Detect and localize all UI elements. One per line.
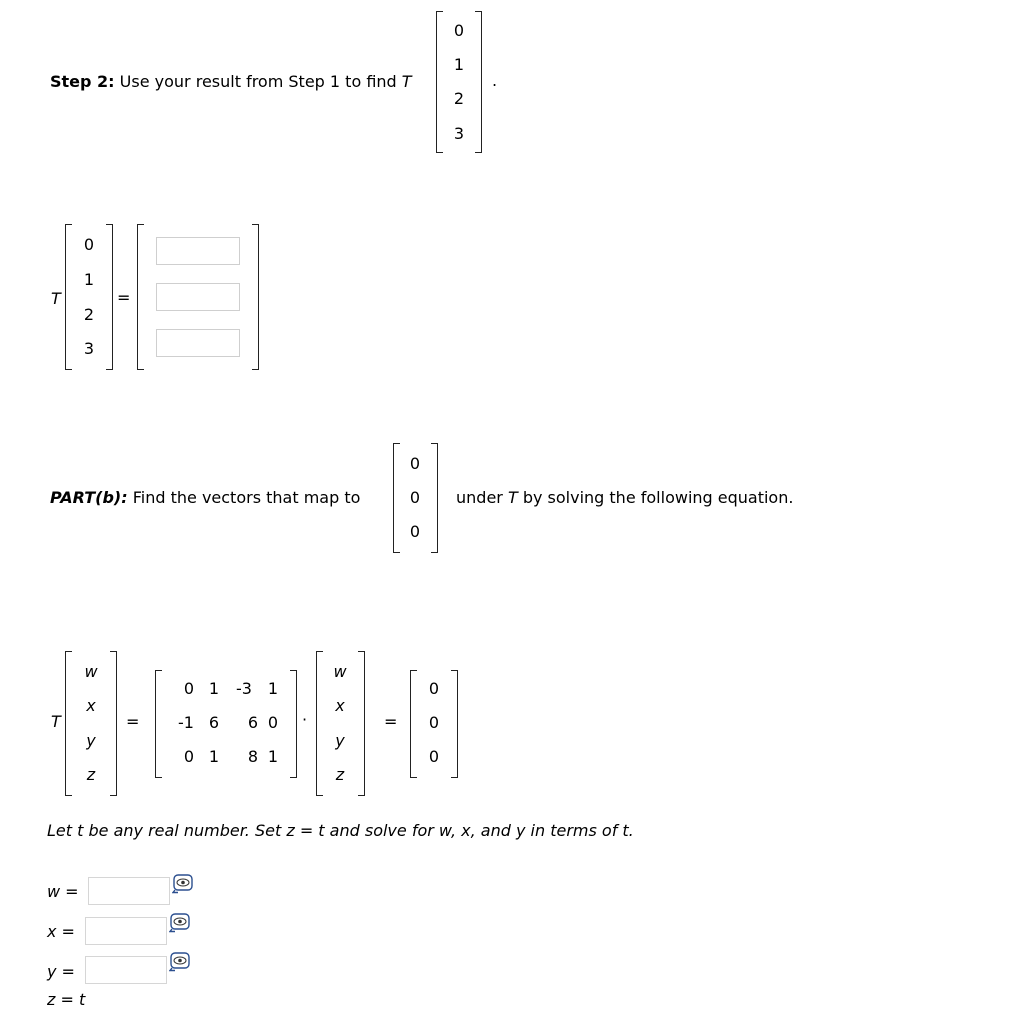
matrix-cell: -1 — [178, 713, 194, 732]
eq2-var: w — [84, 662, 98, 681]
step2-text — [50, 73, 412, 91]
w-label: w = — [47, 882, 79, 901]
eq2-var: x — [335, 696, 345, 715]
eq2-var: y — [335, 731, 345, 750]
eq1-T: T — [51, 289, 61, 308]
matrix-cell: 1 — [208, 679, 220, 698]
eq1-vector-entry: 1 — [83, 270, 95, 289]
eq2-var: z — [335, 765, 345, 784]
x-label: x = — [47, 922, 75, 941]
eye-hint-icon[interactable] — [169, 952, 191, 972]
answer-input-2[interactable] — [156, 283, 240, 311]
matrix-cell: 6 — [247, 713, 259, 732]
matrix-cell: 8 — [247, 747, 259, 766]
y-input[interactable] — [85, 956, 167, 984]
matrix-cell: 1 — [208, 747, 220, 766]
eq1-vector-entry: 2 — [83, 305, 95, 324]
eq2-equals-2: = — [384, 712, 398, 731]
instruction-text: Let t be any real number. Set z = t and solve for w, x, and y in terms of t. — [47, 821, 634, 840]
eye-hint-icon[interactable] — [172, 874, 194, 894]
matrix-cell: 1 — [267, 679, 279, 698]
partb-vector-entry: 0 — [409, 454, 421, 473]
eq2-var: y — [86, 731, 96, 750]
eq2-var: x — [86, 696, 96, 715]
step2-vector-entry: 1 — [453, 55, 465, 74]
step2-label: Step 2: — [50, 72, 115, 91]
zero-entry: 0 — [428, 713, 440, 732]
step2-vector-entry: 0 — [453, 21, 465, 40]
matrix-cell: 1 — [267, 747, 279, 766]
partb-vector-entry: 0 — [409, 522, 421, 541]
matrix-cell: 6 — [208, 713, 220, 732]
answer-input-1[interactable] — [156, 237, 240, 265]
partb-vector-entry: 0 — [409, 488, 421, 507]
eq2-var: w — [333, 662, 347, 681]
eq1-vector-entry: 0 — [83, 235, 95, 254]
step2-instruction: Use your result from Step 1 to find — [119, 72, 397, 91]
matrix-cell: -3 — [236, 679, 252, 698]
eq2-equals: = — [126, 712, 140, 731]
zero-entry: 0 — [428, 747, 440, 766]
partb-text-after: under T by solving the following equation. — [456, 488, 794, 507]
step2-T: T — [401, 72, 412, 91]
partb-instruction: Find the vectors that map to — [132, 488, 361, 507]
eq2-var: z — [86, 765, 96, 784]
y-label: y = — [47, 962, 75, 981]
matrix-cell: 0 — [183, 747, 195, 766]
eye-hint-icon[interactable] — [169, 913, 191, 933]
w-input[interactable] — [88, 877, 170, 905]
partb-label: PART(b): — [50, 488, 128, 507]
partb-text — [50, 489, 360, 507]
step2-vector-entry: 2 — [453, 89, 465, 108]
matrix-cell: 0 — [267, 713, 279, 732]
eq2-T: T — [51, 712, 61, 731]
step2-vector-entry: 3 — [453, 124, 465, 143]
eq1-equals: = — [117, 288, 131, 307]
matrix-cell: 0 — [183, 679, 195, 698]
step2-period: . — [492, 71, 498, 90]
z-line: z = t — [47, 990, 86, 1009]
eq2-dot: · — [302, 710, 308, 729]
eq1-vector-entry: 3 — [83, 339, 95, 358]
partb-T: T — [507, 488, 518, 507]
zero-entry: 0 — [428, 679, 440, 698]
x-input[interactable] — [85, 917, 167, 945]
answer-input-3[interactable] — [156, 329, 240, 357]
